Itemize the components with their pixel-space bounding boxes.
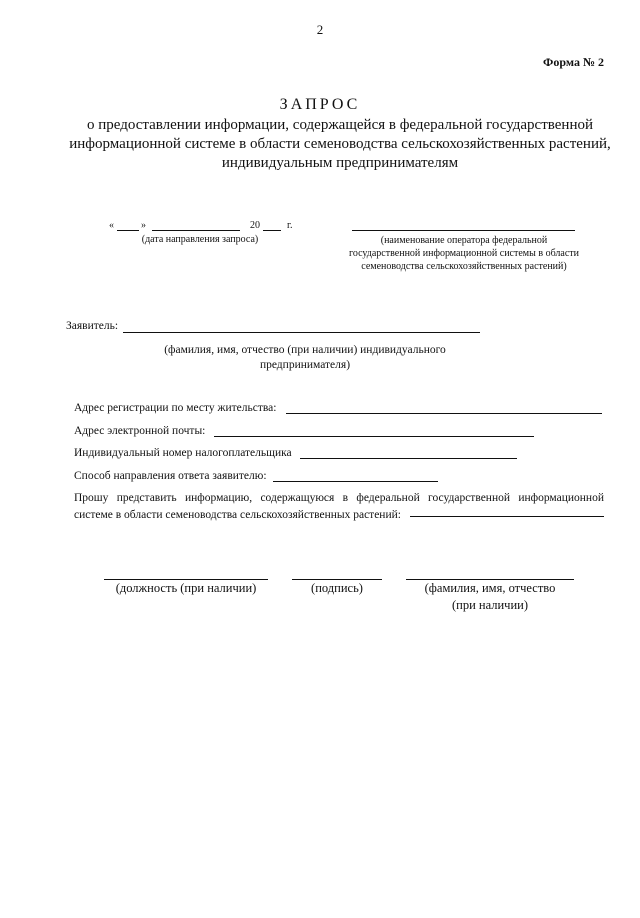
date-day-line[interactable] <box>117 230 139 231</box>
position-caption: (должность (при наличии) <box>115 581 257 595</box>
address-line[interactable] <box>286 413 602 414</box>
request-line[interactable] <box>410 516 604 517</box>
request-text: Прошу представить информацию, содержащуюся в федеральной государственной информационной системе в области семеноводства сельскохозяйственных растений: <box>74 492 604 521</box>
date-year-prefix: 20 <box>250 220 260 231</box>
applicant-label: Заявитель: <box>66 320 119 332</box>
inn-label: Индивидуальный номер налогоплательщика <box>74 447 292 459</box>
date-close-quote: » <box>141 220 146 231</box>
page-number: 2 <box>316 22 324 37</box>
email-line[interactable] <box>214 436 534 437</box>
address-label: Адрес регистрации по месту жительства: <box>74 402 277 414</box>
document-title: ЗАПРОС <box>279 96 361 113</box>
date-year-line[interactable] <box>263 230 281 231</box>
operator-name-line[interactable] <box>352 230 575 231</box>
applicant-line[interactable] <box>123 332 480 333</box>
method-line[interactable] <box>273 481 438 482</box>
operator-caption: (наименование оператора федеральной государственной информационной системы в области семеноводства сельскохозяйственных растений) <box>349 235 579 272</box>
date-month-line[interactable] <box>152 230 240 231</box>
form-number: Форма № 2 <box>543 55 604 69</box>
signature-caption: (подпись) <box>311 581 363 595</box>
document-subtitle: о предоставлении информации, содержащейся в федеральной государственной информационной системе в области семеноводства сельскохозяйственных растений, индивидуальным предпринимателям <box>69 117 611 171</box>
email-label: Адрес электронной почты: <box>74 425 206 437</box>
fio-caption-line2: (при наличии) <box>451 598 529 612</box>
fio-caption-line1: (фамилия, имя, отчество <box>424 581 556 595</box>
date-open-quote: « <box>109 220 114 231</box>
applicant-caption: (фамилия, имя, отчество (при наличии) индивидуального предпринимателя) <box>164 344 446 371</box>
date-year-suffix: г. <box>287 220 293 231</box>
inn-line[interactable] <box>300 458 517 459</box>
method-label: Способ направления ответа заявителю: <box>74 470 267 482</box>
date-caption: (дата направления запроса) <box>141 234 259 245</box>
